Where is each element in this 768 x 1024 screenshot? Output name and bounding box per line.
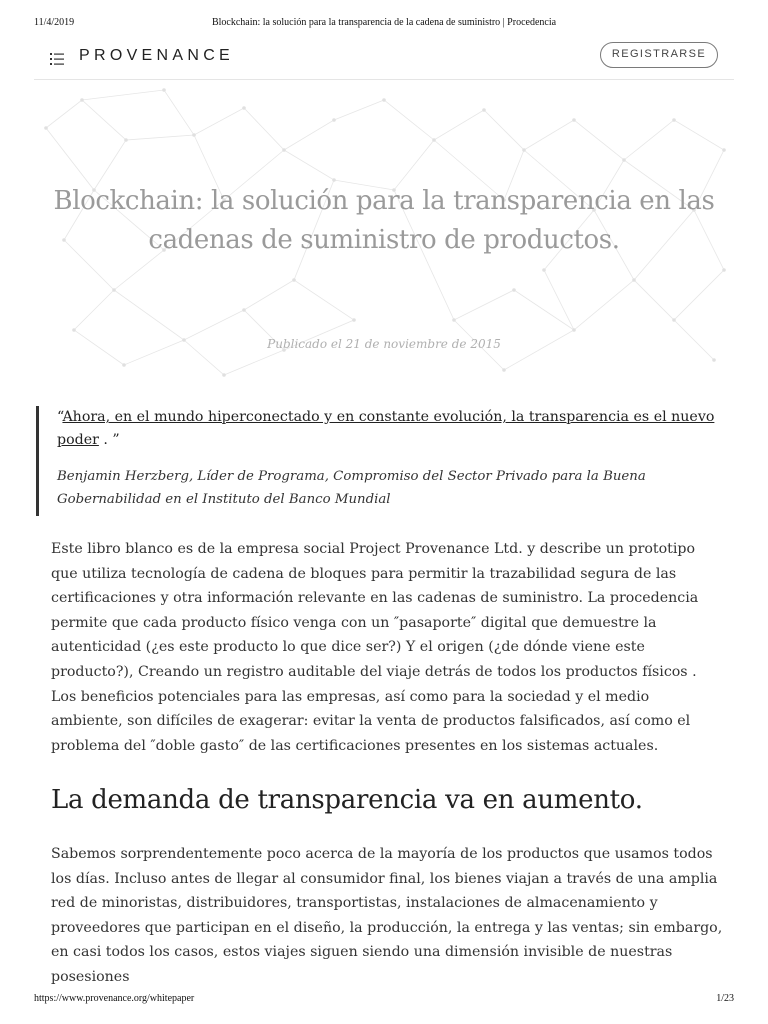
print-url: https://www.provenance.org/whitepaper	[34, 993, 195, 1004]
quote-citation: Benjamin Herzberg, Líder de Programa, Compromiso del Sector Privado para la Buena Gobernabilidad en el Instituto del Banco Mundial	[57, 469, 646, 507]
publish-date: Publicado el 21 de noviembre de 2015	[267, 337, 501, 351]
quote-close-mark: . ”	[98, 432, 120, 448]
quote-link[interactable]: Ahora, en el mundo hiperconectado y en constante evolución, la transparencia es el nuevo poder	[57, 409, 715, 448]
top-navigation	[34, 36, 734, 80]
article-title: Blockchain: la solución para la transparencia en las cadenas de suministro de productos.	[53, 186, 715, 255]
quote-text	[57, 406, 716, 452]
print-header	[0, 17, 768, 31]
section-paragraph: Sabemos sorprendentemente poco acerca de la mayoría de los productos que usamos todos los días. Incluso antes de llegar al consumidor final, los bienes viajan a través de una amplia red de minoristas, distribuidores, transportistas, instalaciones de almacenamiento y proveedores que participan en el diseño, la producción, la entrega y las ventas; sin embargo, en casi todos los casos, estos viajes siguen siendo una dimensión invisible de nuestras posesiones	[51, 846, 723, 985]
print-footer	[0, 993, 768, 1007]
quote-open-mark: “	[57, 409, 63, 425]
signup-button[interactable]: REGISTRARSE	[600, 42, 718, 68]
hero-banner	[34, 80, 734, 380]
intro-paragraph: Este libro blanco es de la empresa social Project Provenance Ltd. y describe un prototipo que utiliza tecnología de cadena de bloques para permitir la trazabilidad segura de las certificaciones y otra información relevante en las cadenas de suministro. La procedencia permite que cada producto físico venga con un ″pasaporte″ digital que demuestre la autenticidad (¿es este producto lo que dice ser?) Y el origen (¿de dónde viene este producto?), Creando un registro auditable del viaje detrás de todos los productos físicos . Los beneficios potenciales para las empresas, así como para la sociedad y el medio ambiente, son difíciles de exagerar: evitar la venta de productos falsificados, así como el problema del ″doble gasto″ de las certificaciones presentes en los sistemas actuales.	[51, 541, 699, 754]
list-menu-icon[interactable]	[50, 50, 66, 62]
print-page-title: Blockchain: la solución para la transparencia de la cadena de suministro | Procedencia	[211, 17, 557, 28]
section-heading: La demanda de transparencia va en aumento.	[51, 785, 643, 815]
pull-quote	[36, 406, 716, 516]
print-page-number: 1/23	[716, 993, 734, 1004]
print-date: 11/4/2019	[34, 17, 75, 28]
provenance-logo[interactable]: PROVENANCE	[79, 47, 235, 64]
